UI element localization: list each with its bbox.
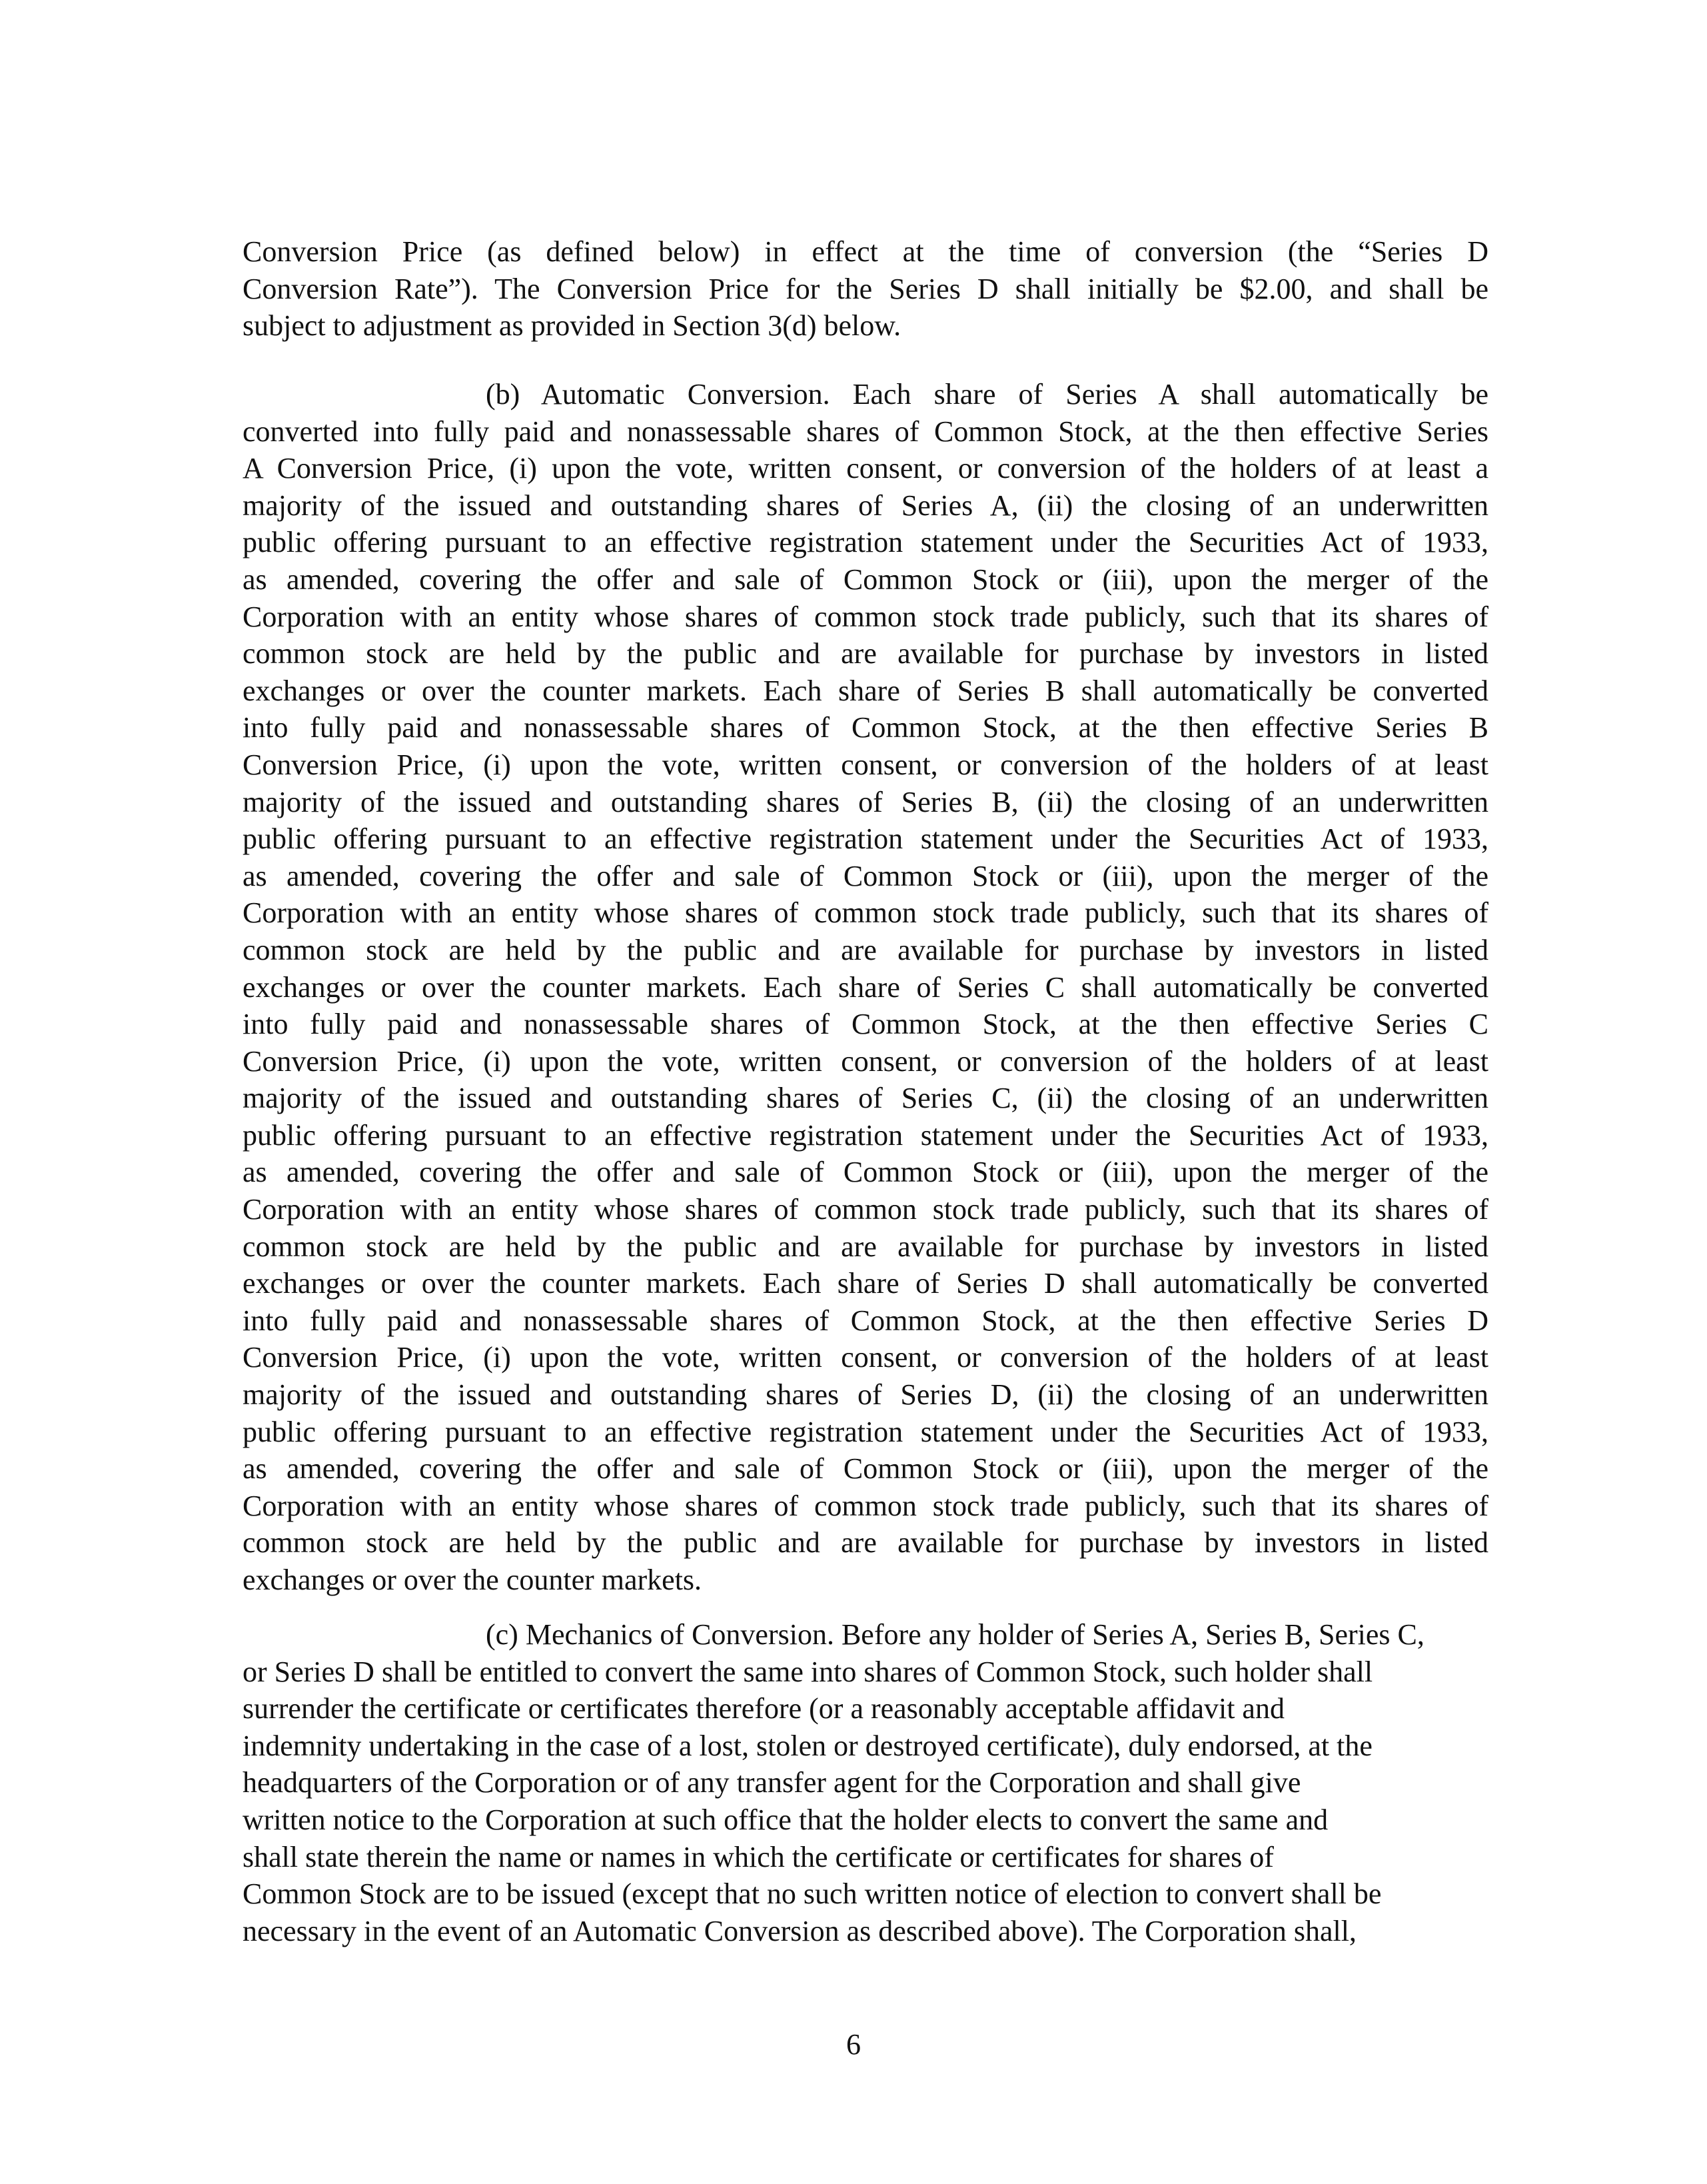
paragraph-series-d-conversion-rate [243,233,1488,345]
section-heading-line: (c) Mechanics of Conversion. Before any holder of Series A, Series B, Series C, [486,1618,1424,1651]
text-line: exchanges or over the counter markets. Each share of Series D shall automatically be converted [243,1267,1488,1300]
text-line: public offering pursuant to an effective registration statement under the Securities Act of 1933, [243,526,1488,559]
text-line: subject to adjustment as provided in Section 3(d) below. [243,309,901,343]
text-line: majority of the issued and outstanding shares of Series A, (ii) the closing of an underwritten [243,489,1488,522]
text-line: written notice to the Corporation at such office that the holder elects to convert the same and [243,1803,1329,1836]
text-line: public offering pursuant to an effective registration statement under the Securities Act of 1933, [243,1415,1488,1448]
text-line: Conversion Rate”). The Conversion Price for the Series D shall initially be $2.00, and shall be [243,272,1488,305]
text-line: Corporation with an entity whose shares of common stock trade publicly, such that its shares of [243,896,1488,930]
text-line: public offering pursuant to an effective registration statement under the Securities Act of 1933, [243,822,1488,856]
text-line: Corporation with an entity whose shares of common stock trade publicly, such that its shares of [243,1193,1488,1226]
text-line: exchanges or over the counter markets. Each share of Series B shall automatically be converted [243,674,1488,707]
text-line: Conversion Price (as defined below) in effect at the time of conversion (the “Series D [243,235,1488,268]
text-line: Conversion Price, (i) upon the vote, written consent, or conversion of the holders of at least [243,1044,1488,1078]
text-line: common stock are held by the public and are available for purchase by investors in listed [243,637,1488,670]
section-heading-line: (b) Automatic Conversion. Each share of Series A shall automatically be [486,378,1488,411]
text-line: into fully paid and nonassessable shares of Common Stock, at the then effective Series C [243,1008,1488,1041]
text-line: exchanges or over the counter markets. Each share of Series C shall automatically be converted [243,970,1488,1004]
text-line: common stock are held by the public and are available for purchase by investors in listed [243,1230,1488,1263]
text-line: Corporation with an entity whose shares of common stock trade publicly, such that its shares of [243,1489,1488,1522]
text-line: Conversion Price, (i) upon the vote, written consent, or conversion of the holders of at least [243,1341,1488,1374]
paragraph-automatic-conversion [243,376,1488,1599]
text-line: into fully paid and nonassessable shares of Common Stock, at the then effective Series D [243,1304,1488,1337]
text-line: headquarters of the Corporation or of any transfer agent for the Corporation and shall give [243,1766,1301,1799]
text-line: majority of the issued and outstanding shares of Series D, (ii) the closing of an underwritten [243,1378,1488,1412]
text-line: as amended, covering the offer and sale of Common Stock or (iii), upon the merger of the [243,1156,1488,1189]
text-line: converted into fully paid and nonassessable shares of Common Stock, at the then effective Series [243,415,1488,448]
text-line: Conversion Price, (i) upon the vote, written consent, or conversion of the holders of at least [243,748,1488,781]
text-line: as amended, covering the offer and sale of Common Stock or (iii), upon the merger of the [243,562,1488,596]
page-number: 6 [846,2028,861,2061]
paragraph-mechanics-of-conversion [243,1616,1488,1949]
text-line: common stock are held by the public and are available for purchase by investors in listed [243,1526,1488,1560]
text-line: Corporation with an entity whose shares of common stock trade publicly, such that its shares of [243,600,1488,633]
text-line: as amended, covering the offer and sale of Common Stock or (iii), upon the merger of the [243,1452,1488,1486]
text-line: shall state therein the name or names in which the certificate or certificates for shares of [243,1840,1274,1873]
text-line: majority of the issued and outstanding shares of Series C, (ii) the closing of an underwritten [243,1082,1488,1115]
text-line: necessary in the event of an Automatic Conversion as described above). The Corporation shall, [243,1914,1357,1947]
text-line: A Conversion Price, (i) upon the vote, written consent, or conversion of the holders of at least a [243,452,1488,485]
text-line: indemnity undertaking in the case of a lost, stolen or destroyed certificate), duly endorsed, at the [243,1729,1373,1762]
text-line: as amended, covering the offer and sale of Common Stock or (iii), upon the merger of the [243,859,1488,892]
text-line: or Series D shall be entitled to convert the same into shares of Common Stock, such holder shall [243,1655,1373,1688]
text-line: Common Stock are to be issued (except that no such written notice of election to convert shall be [243,1877,1382,1911]
text-line: public offering pursuant to an effective registration statement under the Securities Act of 1933, [243,1118,1488,1152]
text-line: exchanges or over the counter markets. [243,1564,702,1596]
text-line: surrender the certificate or certificates therefore (or a reasonably acceptable affidavit and [243,1692,1285,1725]
text-line: majority of the issued and outstanding shares of Series B, (ii) the closing of an underwritten [243,785,1488,818]
text-line: common stock are held by the public and are available for purchase by investors in listed [243,933,1488,966]
text-line: into fully paid and nonassessable shares of Common Stock, at the then effective Series B [243,711,1488,744]
